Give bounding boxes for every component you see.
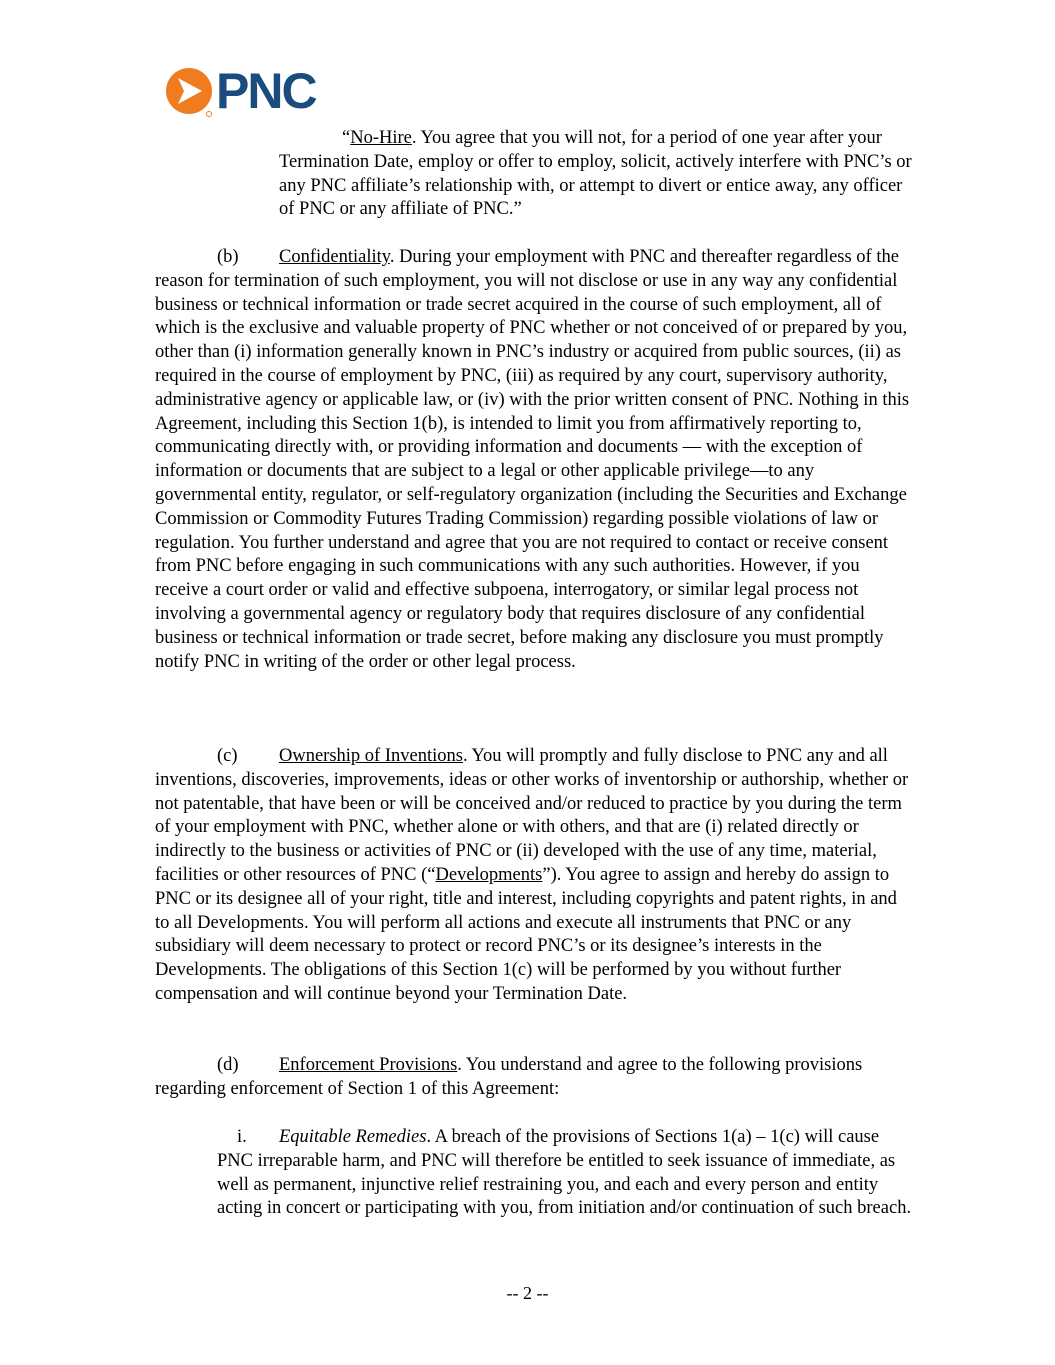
no-hire-term: No-Hire	[350, 128, 412, 148]
no-hire-text: . You agree that you will not, for a period of one year after your Termination Date, employ or offer to employ, solicit, actively interfere with PNC’s or any PNC affiliate’s relationship with, or attempt to divert or entice away, any officer of PNC or any affiliate of PNC.”	[279, 128, 912, 220]
pnc-arrow-logo-icon	[165, 66, 215, 118]
no-hire-quote	[279, 127, 919, 222]
section-c-text-2: ”). You agree to assign and hereby do assign to PNC or its designee all of your right, title and interest, including copyrights and patent rights, in and to all Developments. You will perform all actions and execute all instruments that PNC or any subsidiary will deem necessary to protect or record PNC’s or its designee’s interests in the Developments. The obligations of this Section 1(c) will be performed by you without further compensation and will continue beyond your Termination Date.	[155, 864, 897, 1004]
item-i-text: . A breach of the provisions of Sections 1(a) – 1(c) will cause PNC irreparable harm, and PNC will therefore be entitled to seek issuance of immediate, as well as permanent, injunctive relief restraining you, and each and every person and entity acting in concert or participating with you, from initiation and/or continuation of such breach.	[217, 1127, 912, 1219]
quote-open: “	[342, 128, 351, 148]
pnc-logo	[165, 63, 340, 120]
section-c-label: (c)	[217, 746, 238, 766]
section-c-paragraph	[155, 745, 915, 1007]
section-c-text-1: . You will promptly and fully disclose to PNC any and all inventions, discoveries, improvements, ideas or other works of inventorship or authorship, whether or not patentable, that have been or will be conceived and/or reduced to practice by you during the term of your employment with PNC, whether alone or with others, and that are (i) related directly or indirectly to the business or activities of PNC or (ii) developed with the use of any time, material, facilities or other resources of PNC (“	[155, 746, 909, 885]
section-d-label: (d)	[217, 1055, 239, 1075]
section-b-paragraph	[155, 246, 915, 674]
logo-wordmark: PNC	[216, 63, 316, 119]
section-d-heading: Enforcement Provisions	[279, 1055, 458, 1075]
section-b-label: (b)	[217, 247, 239, 267]
developments-term: Developments	[435, 864, 543, 885]
page-number: -- 2 --	[506, 1283, 549, 1303]
item-i-paragraph	[217, 1126, 917, 1221]
section-c-heading: Ownership of Inventions	[279, 746, 463, 766]
item-i-heading: Equitable Remedies	[279, 1127, 427, 1147]
section-d-paragraph	[155, 1054, 915, 1102]
section-d-text: . You understand and agree to the following provisions regarding enforcement of Section 1 of this Agreement:	[155, 1055, 863, 1099]
item-i-label: i.	[237, 1127, 247, 1147]
section-b-text: . During your employment with PNC and thereafter regardless of the reason for termination of such employment, you will not disclose or use in any way any confidential business or technical information or trade secret acquired in the course of such employment, all of which is the exclusive and valuable property of PNC whether or not conceived of or prepared by you, other than (i) information generally known in PNC’s industry or acquired from public sources, (ii) as required in the course of employment by PNC, (iii) as required by any court, supervisory authority, administrative agency or applicable law, or (iv) with the prior written consent of PNC. Nothing in this Agreement, including this Section 1(b), is intended to limit you from affirmatively reporting to, communicating directly with, or providing information and documents — with the exception of information or documents that are subject to a legal or other applicable privilege—to any governmental entity, regulator, or self-regulatory organization (including the Securities and Exchange Commission or Commodity Futures Trading Commission) regarding possible violations of law or regulation. You further understand and agree that you are not required to contact or receive consent from PNC before engaging in such communications with any such authorities. However, if you receive a court order or valid and effective subpoena, interrogatory, or similar legal process not involving a governmental agency or regulatory body that requires disclosure of any confidential business or technical information or trade secret, before making any disclosure you must promptly notify PNC in writing of the order or other legal process.	[155, 247, 910, 672]
section-b-heading: Confidentiality	[279, 247, 390, 267]
